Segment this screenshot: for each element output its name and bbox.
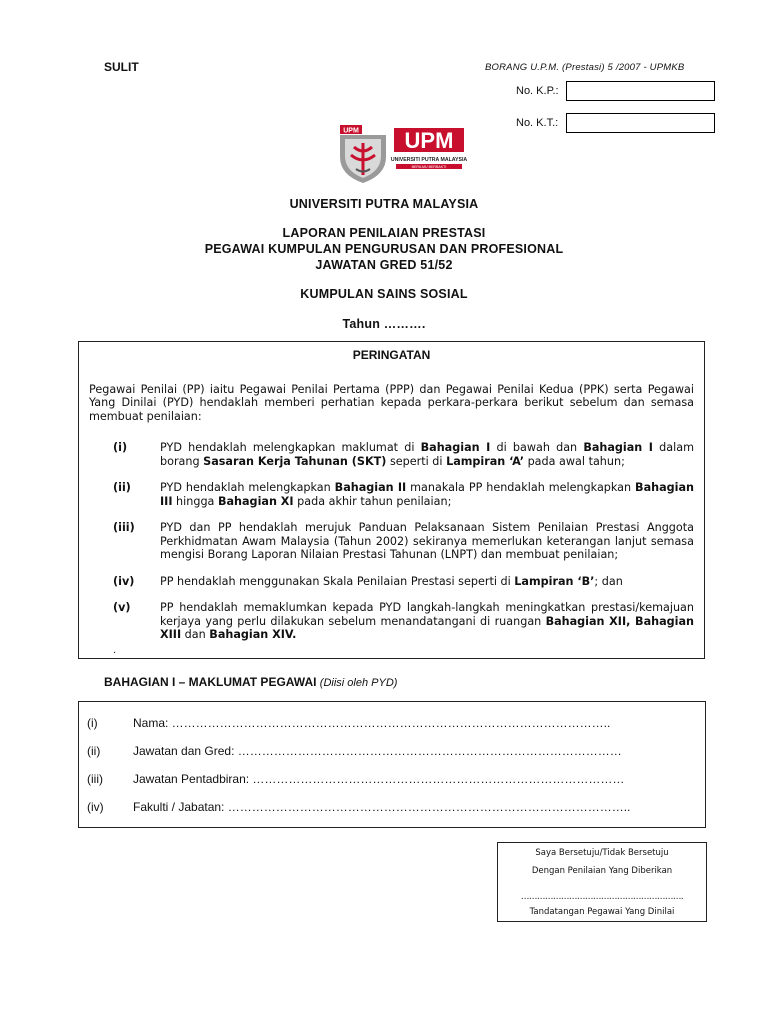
text-run: pada awal tahun; bbox=[524, 454, 625, 468]
bold-ref: Bahagian I bbox=[583, 441, 653, 454]
text-run: PYD hendaklah melengkapkan maklumat di bbox=[160, 441, 421, 454]
logo-wordmark: UPM bbox=[404, 128, 454, 153]
logo-subtitle: UNIVERSITI PUTRA MALAYSIA bbox=[390, 157, 468, 163]
info-row-num: (ii) bbox=[87, 744, 101, 758]
warning-items bbox=[79, 441, 704, 642]
warning-item-num: (i) bbox=[113, 441, 128, 454]
bold-ref: Bahagian III bbox=[160, 481, 694, 508]
classification-label: SULIT bbox=[104, 60, 139, 74]
warning-item-text bbox=[160, 441, 694, 468]
text-run: seperti di bbox=[386, 454, 447, 468]
bold-ref: Bahagian II bbox=[334, 481, 407, 494]
info-row-admin-position[interactable] bbox=[87, 772, 624, 786]
bold-ref: Bahagian I bbox=[420, 441, 491, 454]
text-run: manakala PP hendaklah melengkapkan bbox=[406, 481, 636, 494]
text-run: dalam borang bbox=[160, 441, 694, 468]
logo-tagline: BERILMU BERBAKTI bbox=[411, 165, 447, 169]
warning-item-text bbox=[160, 601, 694, 642]
text-run: PP hendaklah menggunakan Skala Penilaian Prestasi seperti di bbox=[160, 574, 515, 588]
section1-note: (Diisi oleh PYD) bbox=[319, 677, 398, 689]
bold-ref: Lampiran ‘B’ bbox=[514, 574, 595, 588]
text-run: dan bbox=[181, 628, 210, 641]
agreement-line2: Dengan Penilaian Yang Diberikan bbox=[531, 866, 673, 876]
upm-logo bbox=[338, 125, 470, 185]
bold-ref: Bahagian XI bbox=[217, 494, 294, 508]
warning-item bbox=[89, 521, 694, 562]
warning-title: PERINGATAN bbox=[352, 348, 431, 362]
form-code: BORANG U.P.M. (Prestasi) 5 /2007 - UPMKB bbox=[485, 62, 685, 73]
kt-row bbox=[516, 113, 715, 133]
section1-title bbox=[104, 675, 397, 689]
info-row-text: Nama: ……………………………………………………………………………………………….. bbox=[133, 716, 611, 730]
warning-intro: Pegawai Penilai (PP) iaitu Pegawai Penilai Pertama (PPP) dan Pegawai Penilai Kedua (PPK) serta Pegawai Yang Dinilai (PYD) hendaklah memberi perhatian kepada perkara-perkara berikut sebelum dan semasa membuat penilaian: bbox=[89, 382, 694, 423]
group-title: KUMPULAN SAINS SOSIAL bbox=[300, 287, 468, 301]
report-title-line1: LAPORAN PENILAIAN PRESTASI bbox=[282, 226, 486, 240]
kp-row bbox=[516, 81, 715, 101]
kp-label: No. K.P.: bbox=[516, 85, 559, 97]
report-title-line3: JAWATAN GRED 51/52 bbox=[315, 258, 453, 272]
warning-item-text bbox=[160, 481, 694, 508]
bold-ref: Bahagian XII, Bahagian XIII bbox=[160, 614, 694, 641]
warning-item bbox=[89, 481, 694, 508]
info-row-num: (iii) bbox=[87, 772, 103, 786]
warning-box bbox=[78, 341, 705, 659]
text-run: di bawah dan bbox=[490, 441, 584, 454]
section1-heading: BAHAGIAN I – MAKLUMAT PEGAWAI bbox=[104, 675, 317, 689]
warning-item-num: (ii) bbox=[113, 481, 131, 494]
report-title-line2: PEGAWAI KUMPULAN PENGURUSAN DAN PROFESIONAL bbox=[204, 242, 564, 256]
info-row-faculty[interactable] bbox=[87, 800, 630, 814]
kt-label: No. K.T.: bbox=[516, 117, 559, 129]
info-row-text: Jawatan dan Gred: …………………………………………………………………………………… bbox=[133, 744, 622, 758]
text-run: pada akhir tahun penilaian; bbox=[293, 494, 452, 508]
bold-ref: Sasaran Kerja Tahunan (SKT) bbox=[203, 454, 387, 468]
agreement-line: Saya Bersetuju/Tidak Bersetuju bbox=[535, 848, 669, 858]
signature-line[interactable]: ……………………………………………………. bbox=[520, 892, 684, 902]
kp-input[interactable] bbox=[566, 81, 715, 101]
warning-item bbox=[89, 575, 694, 589]
warning-item-num: (v) bbox=[113, 601, 131, 614]
warning-item-num: (iv) bbox=[113, 574, 135, 588]
university-title: UNIVERSITI PUTRA MALAYSIA bbox=[289, 197, 479, 211]
bold-ref: Bahagian XIV. bbox=[209, 628, 297, 641]
info-row-num: (iv) bbox=[87, 800, 104, 814]
warning-item bbox=[89, 601, 694, 642]
crest-text: UPM bbox=[343, 127, 359, 135]
text-run: PYD hendaklah melengkapkan bbox=[160, 481, 335, 494]
text-run: ; dan bbox=[594, 574, 623, 588]
info-row-name[interactable] bbox=[87, 716, 610, 730]
signature-box bbox=[497, 842, 707, 922]
bold-ref: Lampiran ‘A’ bbox=[446, 454, 525, 468]
warning-item-num: (iii) bbox=[113, 521, 135, 534]
text-run: hingga bbox=[172, 494, 218, 508]
info-row-text: Fakulti / Jabatan: ……………………………………………………………………………………….. bbox=[133, 800, 631, 814]
info-row-position[interactable] bbox=[87, 744, 622, 758]
info-row-num: (i) bbox=[87, 716, 98, 730]
report-title bbox=[0, 225, 768, 273]
trailing-dot: . bbox=[113, 644, 117, 656]
year-field: Tahun ………. bbox=[342, 317, 426, 331]
warning-item bbox=[89, 441, 694, 468]
text-run: PP hendaklah memaklumkan kepada PYD langkah-langkah meningkatkan prestasi/kemajuan kerjaya yang perlu dilakukan sebelum menandatangani di ruangan bbox=[160, 601, 694, 628]
kt-input[interactable] bbox=[566, 113, 715, 133]
warning-item-text: PYD dan PP hendaklah merujuk Panduan Pelaksanaan Sistem Penilaian Prestasi Anggota Perkhidmatan Awam Malaysia (Tahun 2002) sekiranya memerlukan keterangan lanjut semasa mengisi Borang Laporan Nilaian Prestasi Tahunan (LNPT) dan membuat penilaian; bbox=[160, 521, 694, 561]
signature-label: Tandatangan Pegawai Yang Dinilai bbox=[529, 907, 675, 917]
officer-info-box bbox=[78, 701, 706, 828]
warning-item-text bbox=[160, 575, 694, 589]
info-row-text: Jawatan Pentadbiran: ………………………………………………………………………………… bbox=[133, 772, 625, 786]
